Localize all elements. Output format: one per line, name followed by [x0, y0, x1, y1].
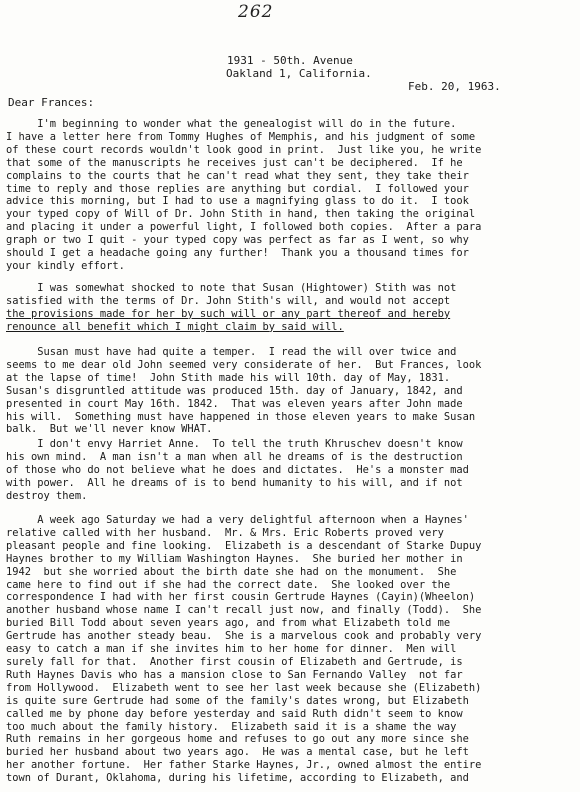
text-line: I was somewhat shocked to note that Susan (Hightower) Stith was not [6, 282, 457, 294]
text-line: is quite sure Gertrude had some of the family's dates wrong, but Elizabeth [6, 694, 469, 707]
text-line: 1942 but she worried about the birth date she had on the monument. She [6, 565, 457, 578]
text-line: I'm beginning to wonder what the genealogist will do in the future. [6, 118, 457, 130]
text-line: Gertrude has another steady beau. She is a marvelous cook and probably very [6, 630, 482, 643]
paragraph-3 [6, 346, 578, 436]
return-address [226, 54, 372, 80]
text-line: destroy them. [6, 489, 88, 502]
text-line: your kindly effort. [6, 259, 125, 272]
text-line: presented in court May 16th. 1842. That was eleven years after John made [6, 397, 463, 410]
text-line: satisfied with the terms of Dr. John Stith's will, and would not accept [6, 294, 451, 307]
text-line: complains to the courts that he can't read what they sent, they take their [6, 169, 469, 182]
text-line: surely fall for that. Another first cousin of Elizabeth and Gertrude, is [6, 655, 463, 668]
paragraph-5 [6, 514, 578, 785]
address-street: 1931 - 50th. Avenue [227, 54, 353, 67]
text-line: another husband whose name I can't recall just now, and finally (Todd). She [6, 604, 482, 617]
text-line: and placing it under a powerful light, I followed both copies. After a para [6, 221, 482, 234]
underlined-text-line: renounce all benefit which I might claim by said will. [6, 320, 344, 333]
text-line: balk. But we'll never know WHAT. [6, 423, 213, 436]
text-line: A week ago Saturday we had a very delightful afternoon when a Haynes' [6, 514, 469, 526]
underlined-text-line: the provisions made for her by such will or any part thereof and hereby [6, 307, 451, 320]
text-line: of those who do not believe what he does and dictates. He's a monster mad [6, 463, 469, 476]
salutation: Dear Frances: [8, 96, 95, 109]
text-line: relative called with her husband. Mr. & Mrs. Eric Roberts proved very [6, 526, 444, 539]
text-line: I don't envy Harriet Anne. To tell the truth Khruschev doesn't know [6, 438, 463, 450]
text-line: his will. Something must have happened in those eleven years to make Susan [6, 410, 476, 423]
text-line: from Hollywood. Elizabeth went to see her last week because she (Elizabeth) [6, 681, 482, 694]
text-line: too much about the family history. Elizabeth said it is a shame the way [6, 720, 457, 733]
paragraph-1 [6, 118, 578, 273]
text-line: advice this morning, but I had to use a magnifying glass to do it. I took [6, 195, 469, 208]
text-line: should I get a headache going any further! Thank you a thousand times for [6, 247, 469, 260]
text-line: his own mind. A man isn't a man when all he dreams of is the destruction [6, 450, 463, 463]
paragraph-4 [6, 438, 578, 503]
text-line: Susan must have had quite a temper. I read the will over twice and [6, 346, 457, 358]
text-line: pleasant people and fine looking. Elizabeth is a descendant of Starke Dupuy [6, 539, 482, 552]
text-line: time to reply and those replies are anything but cordial. I followed your [6, 182, 469, 195]
text-line: I have a letter here from Tommy Hughes of Memphis, and his judgment of some [6, 130, 476, 143]
text-line: buried her husband about two years ago. He was a mental case, but he left [6, 746, 469, 759]
address-city: Oakland 1, California. [226, 67, 372, 80]
text-line: that some of the manuscripts he receives just can't be deciphered. If he [6, 156, 463, 169]
text-line: Ruth Haynes Davis who has a mansion close to San Fernando Valley not far [6, 668, 463, 681]
text-line: buried Bill Todd about seven years ago, and from what Elizabeth told me [6, 617, 451, 630]
text-line: of these court records wouldn't look good in print. Just like you, he write [6, 143, 482, 156]
text-line: Haynes brother to my William Washington Haynes. She buried her mother in [6, 552, 463, 565]
text-line: seems to me dear old John seemed very considerate of her. But Frances, look [6, 358, 482, 371]
text-line: your typed copy of Will of Dr. John Stith in hand, then taking the original [6, 208, 476, 221]
text-line: came here to find out if she had the correct date. She looked over the [6, 578, 451, 591]
text-line: at the lapse of time! John Stith made his will 10th. day of May, 1831. [6, 371, 451, 384]
text-line: Ruth remains in her gorgeous home and refuses to go out any more since she [6, 733, 469, 746]
text-line: graph or two I quit - your typed copy was perfect as far as I went, so why [6, 234, 469, 247]
text-line: Susan's disgruntled attitude was produced 15th. day of January, 1842, and [6, 384, 463, 397]
paragraph-2 [6, 282, 578, 334]
text-line: her another fortune. Her father Starke Haynes, Jr., owned almost the entire [6, 759, 482, 772]
text-line: easy to catch a man if she invites him to her home for dinner. Men will [6, 643, 457, 656]
text-line: called me by phone day before yesterday and said Ruth didn't seem to know [6, 707, 463, 720]
text-line: correspondence I had with her first cousin Gertrude Haynes (Cayin)(Wheelon) [6, 591, 476, 604]
page-number: 262 [238, 2, 274, 22]
letter-date: Feb. 20, 1963. [408, 80, 501, 93]
text-line: town of Durant, Oklahoma, during his lifetime, according to Elizabeth, and [6, 772, 469, 785]
text-line: with power. All he dreams of is to bend humanity to his will, and if not [6, 476, 463, 489]
